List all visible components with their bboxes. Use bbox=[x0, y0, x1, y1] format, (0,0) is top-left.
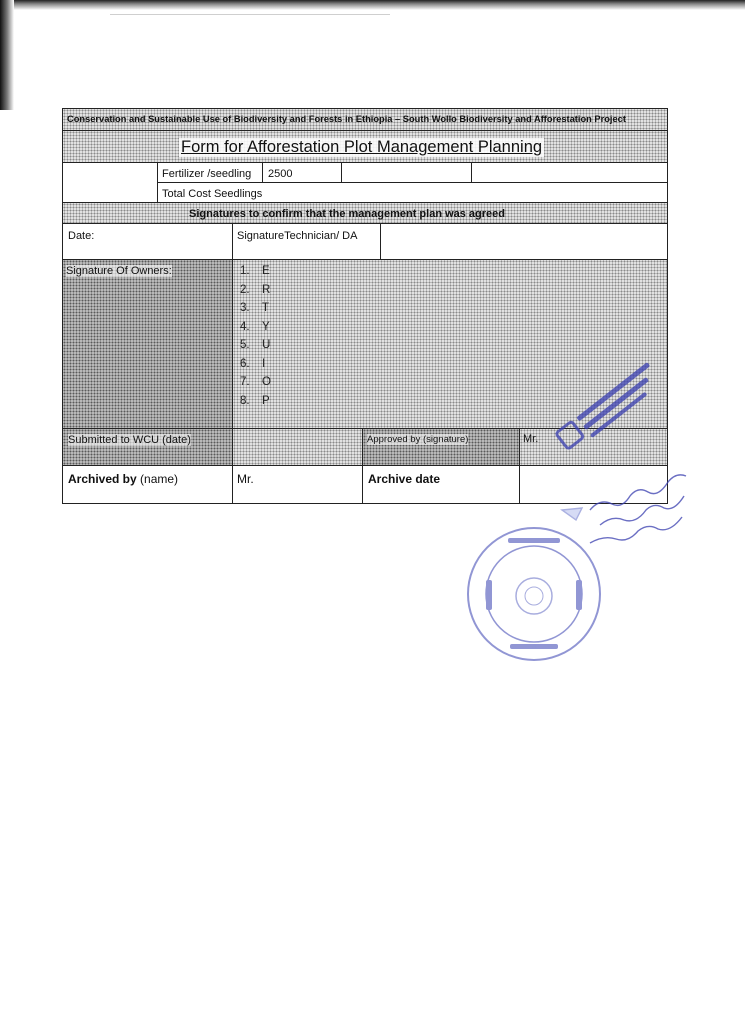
owner-name: Y bbox=[262, 320, 270, 333]
owner-name: I bbox=[262, 357, 266, 370]
scan-artifact-line bbox=[110, 14, 390, 15]
owner-entry bbox=[240, 373, 271, 392]
owner-name: P bbox=[262, 394, 270, 407]
archived-label-rest: (name) bbox=[136, 472, 179, 486]
owners-label-cell bbox=[62, 259, 233, 429]
approved-label-cell bbox=[362, 428, 520, 466]
owner-number: 7. bbox=[240, 376, 250, 388]
technician-cell bbox=[232, 223, 381, 260]
fertilizer-empty-cell-2 bbox=[471, 162, 668, 183]
owner-entry bbox=[240, 336, 271, 355]
owners-label: Signature Of Owners: bbox=[66, 265, 172, 277]
submitted-date-cell bbox=[232, 428, 363, 466]
owner-entry bbox=[240, 299, 271, 318]
scan-shadow-top bbox=[0, 0, 745, 10]
archived-label-bold: Archived by bbox=[68, 472, 137, 486]
owner-entry bbox=[240, 262, 271, 281]
rectangular-stamp bbox=[540, 360, 700, 470]
cost-spacer-cell bbox=[62, 162, 158, 203]
owner-number: 5. bbox=[240, 339, 250, 351]
svg-text:*: * bbox=[531, 643, 537, 654]
signatures-title: Signatures to confirm that the management plan was agreed bbox=[189, 208, 506, 220]
fertilizer-label-cell bbox=[157, 162, 263, 183]
form-title-row bbox=[62, 130, 668, 163]
archived-value-cell bbox=[232, 465, 363, 504]
submitted-label-cell bbox=[62, 428, 233, 466]
approved-value: Mr. bbox=[523, 433, 539, 445]
owner-number: 3. bbox=[240, 302, 250, 314]
owner-number: 8. bbox=[240, 394, 250, 407]
owners-list bbox=[240, 262, 271, 410]
form-title: Form for Afforestation Plot Management Planning bbox=[181, 138, 543, 156]
total-cost-label: Total Cost Seedlings bbox=[162, 188, 263, 200]
date-cell bbox=[62, 223, 233, 260]
submitted-label: Submitted to WCU (date) bbox=[68, 434, 191, 446]
owner-name: R bbox=[262, 283, 271, 296]
owner-name: T bbox=[262, 302, 270, 314]
archived-label-cell bbox=[62, 465, 233, 504]
archived-value: Mr. bbox=[237, 472, 254, 486]
owner-number: 4. bbox=[240, 320, 250, 333]
owner-name: O bbox=[262, 376, 271, 388]
owner-number: 1. bbox=[240, 265, 250, 277]
owner-name: E bbox=[262, 265, 270, 277]
fertilizer-empty-cell-1 bbox=[341, 162, 472, 183]
project-title-row bbox=[62, 108, 668, 131]
scan-shadow-corner bbox=[0, 0, 14, 110]
total-cost-row bbox=[157, 182, 668, 203]
archive-date-label: Archive date bbox=[368, 472, 441, 486]
project-title: Conservation and Sustainable Use of Biodiversity and Forests in Ethiopia – South Wollo Biodiversity and Afforestation Project bbox=[67, 114, 626, 124]
fertilizer-value: 2500 bbox=[268, 168, 293, 180]
archived-label bbox=[68, 472, 178, 486]
owner-number: 6. bbox=[240, 357, 250, 370]
owner-entry bbox=[240, 318, 271, 337]
owner-entry bbox=[240, 392, 271, 411]
owner-number: 2. bbox=[240, 283, 250, 296]
owner-entry bbox=[240, 281, 271, 300]
owner-entry bbox=[240, 355, 271, 374]
signatures-title-row bbox=[62, 202, 668, 224]
technician-label: SignatureTechnician/ DA bbox=[237, 230, 358, 242]
owner-name: U bbox=[262, 339, 271, 351]
approved-label: Approved by (signature) bbox=[367, 434, 469, 445]
round-official-seal bbox=[464, 524, 604, 664]
archive-date-label-cell bbox=[362, 465, 520, 504]
fertilizer-value-cell bbox=[262, 162, 342, 183]
fertilizer-label: Fertilizer /seedling bbox=[162, 168, 252, 180]
technician-signature-cell bbox=[380, 223, 668, 260]
date-label: Date: bbox=[68, 230, 95, 242]
